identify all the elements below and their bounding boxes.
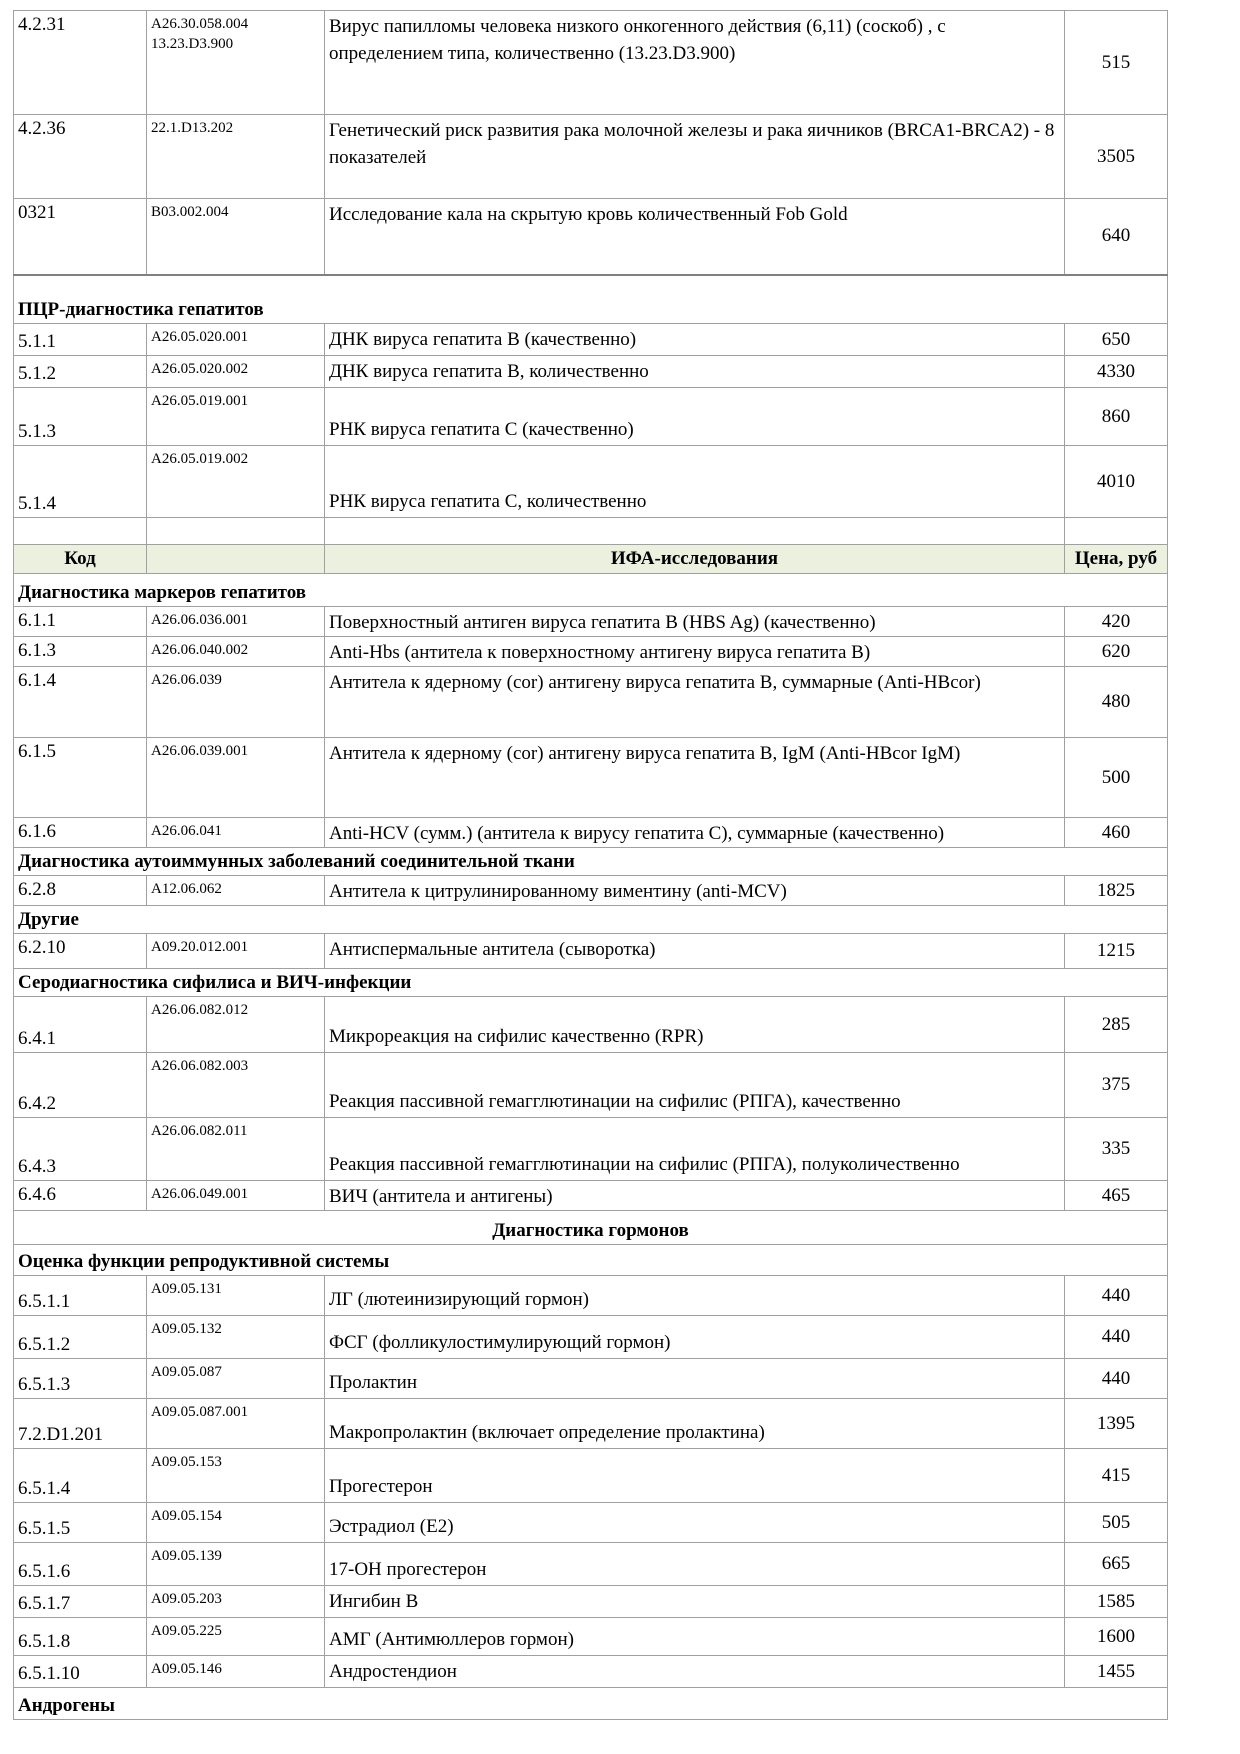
table-row: [14, 388, 1168, 446]
service-code: 6.5.1.10: [14, 1656, 147, 1688]
section-heading: Андрогены: [14, 1688, 1168, 1720]
table-row: [14, 876, 1168, 906]
table-row: [14, 1399, 1168, 1449]
nomenclature-code: A09.05.225: [147, 1618, 325, 1656]
service-code: 6.4.3: [14, 1118, 147, 1181]
price: 505: [1065, 1503, 1168, 1543]
nomenclature-code: A09.05.132: [147, 1316, 325, 1359]
service-name: 17-ОН прогестерон: [325, 1543, 1065, 1586]
nomenclature-code: A12.06.062: [147, 876, 325, 906]
service-name: Пролактин: [325, 1359, 1065, 1399]
price: 1585: [1065, 1586, 1168, 1618]
table-row: [14, 1359, 1168, 1399]
service-name: ЛГ (лютеинизирующий гормон): [325, 1276, 1065, 1316]
section-heading-row: [14, 906, 1168, 934]
price: 375: [1065, 1053, 1168, 1118]
section-heading: Диагностика аутоиммунных заболеваний соединительной ткани: [14, 848, 1168, 876]
nomenclature-code: A26.06.039: [147, 667, 325, 738]
table-row: [14, 324, 1168, 356]
table-row: [14, 738, 1168, 818]
price: 1215: [1065, 934, 1168, 969]
price: 1395: [1065, 1399, 1168, 1449]
header-title: ИФА-исследования: [325, 545, 1065, 574]
service-name: Поверхностный антиген вируса гепатита В (HBS Ag) (качественно): [325, 607, 1065, 637]
price: 665: [1065, 1543, 1168, 1586]
nomenclature-code: A26.06.082.011: [147, 1118, 325, 1181]
service-name: ДНК вируса гепатита В, количественно: [325, 356, 1065, 388]
service-code: 6.1.6: [14, 818, 147, 848]
section-heading: Серодиагностика сифилиса и ВИЧ-инфекции: [14, 969, 1168, 997]
service-code: 5.1.4: [14, 446, 147, 518]
nomenclature-code: A09.05.087: [147, 1359, 325, 1399]
section-heading: Другие: [14, 906, 1168, 934]
service-code: 6.5.1.1: [14, 1276, 147, 1316]
service-name: Генетический риск развития рака молочной железы и рака яичников (BRCA1-BRCA2) - 8 показателей: [325, 115, 1065, 199]
table-row: [14, 1618, 1168, 1656]
price: 440: [1065, 1316, 1168, 1359]
section-heading-row: [14, 275, 1168, 324]
service-code: 6.1.5: [14, 738, 147, 818]
service-name: Эстрадиол (Е2): [325, 1503, 1065, 1543]
price: 285: [1065, 997, 1168, 1053]
nomenclature-code: A26.06.040.002: [147, 637, 325, 667]
service-name: Anti-Hbs (антитела к поверхностному антигену вируса гепатита В): [325, 637, 1065, 667]
section-heading-row: [14, 1211, 1168, 1245]
table-row: [14, 818, 1168, 848]
nomenclature-code: A26.06.049.001: [147, 1181, 325, 1211]
service-code: 5.1.3: [14, 388, 147, 446]
table-row: [14, 997, 1168, 1053]
service-name: Антитела к ядерному (cor) антигену вируса гепатита В, IgM (Anti-HBcor IgM): [325, 738, 1065, 818]
table-row: [14, 637, 1168, 667]
service-name: РНК вируса гепатита С, количественно: [325, 446, 1065, 518]
nomenclature-code: A26.05.020.001: [147, 324, 325, 356]
price-list-body: [14, 11, 1168, 1720]
price-list-table: [13, 10, 1168, 1720]
table-row: [14, 934, 1168, 969]
price: 860: [1065, 388, 1168, 446]
price: 1455: [1065, 1656, 1168, 1688]
table-row: [14, 1503, 1168, 1543]
section-heading-row: [14, 1245, 1168, 1276]
service-code: 7.2.D1.201: [14, 1399, 147, 1449]
nomenclature-code: A09.05.153: [147, 1449, 325, 1503]
price: 1825: [1065, 876, 1168, 906]
service-code: 6.5.1.2: [14, 1316, 147, 1359]
price: 4330: [1065, 356, 1168, 388]
section-heading-row: [14, 969, 1168, 997]
table-row: [14, 446, 1168, 518]
nomenclature-code: 22.1.D13.202: [147, 115, 325, 199]
price: 465: [1065, 1181, 1168, 1211]
price: 1600: [1065, 1618, 1168, 1656]
section-heading: Оценка функции репродуктивной системы: [14, 1245, 1168, 1276]
table-row: [14, 356, 1168, 388]
table-row: [14, 1656, 1168, 1688]
service-code: 6.4.6: [14, 1181, 147, 1211]
nomenclature-code: A09.05.139: [147, 1543, 325, 1586]
header-code: Код: [14, 545, 147, 574]
table-row: [14, 1586, 1168, 1618]
nomenclature-code: A09.05.146: [147, 1656, 325, 1688]
service-name: Anti-HCV (сумм.) (антитела к вирусу гепатита С), суммарные (качественно): [325, 818, 1065, 848]
header-price: Цена, руб: [1065, 545, 1168, 574]
service-code: 6.5.1.8: [14, 1618, 147, 1656]
service-code: 6.1.4: [14, 667, 147, 738]
service-code: 4.2.31: [14, 11, 147, 115]
header-empty: [147, 545, 325, 574]
service-name: Антитела к ядерному (cor) антигену вируса гепатита В, суммарные (Anti-HBcor): [325, 667, 1065, 738]
service-name: Исследование кала на скрытую кровь количественный Fob Gold: [325, 199, 1065, 275]
service-code: 6.1.1: [14, 607, 147, 637]
price: 440: [1065, 1359, 1168, 1399]
nomenclature-code: A26.06.039.001: [147, 738, 325, 818]
price: 620: [1065, 637, 1168, 667]
service-code: 4.2.36: [14, 115, 147, 199]
table-row: [14, 11, 1168, 115]
service-name: Реакция пассивной гемагглютинации на сифилис (РПГА), полуколичественно: [325, 1118, 1065, 1181]
service-code: 6.2.10: [14, 934, 147, 969]
service-code: 6.5.1.7: [14, 1586, 147, 1618]
price: 415: [1065, 1449, 1168, 1503]
empty-cell: [147, 518, 325, 545]
empty-cell: [14, 518, 147, 545]
service-code: 6.2.8: [14, 876, 147, 906]
section-heading-row: [14, 574, 1168, 607]
service-code: 6.4.1: [14, 997, 147, 1053]
nomenclature-code: A26.06.041: [147, 818, 325, 848]
section-heading: Диагностика маркеров гепатитов: [14, 574, 1168, 607]
service-name: Реакция пассивной гемагглютинации на сифилис (РПГА), качественно: [325, 1053, 1065, 1118]
section-heading-row: [14, 848, 1168, 876]
service-name: Вирус папилломы человека низкого онкогенного действия (6,11) (соскоб) , с определением типа, количественно (13.23.D3.900): [325, 11, 1065, 115]
table-row: [14, 1053, 1168, 1118]
table-row: [14, 199, 1168, 275]
table-row: [14, 1118, 1168, 1181]
nomenclature-code: B03.002.004: [147, 199, 325, 275]
nomenclature-code: A26.06.082.003: [147, 1053, 325, 1118]
table-row: [14, 667, 1168, 738]
service-name: РНК вируса гепатита С (качественно): [325, 388, 1065, 446]
service-name: Ингибин В: [325, 1586, 1065, 1618]
nomenclature-code: A26.05.019.001: [147, 388, 325, 446]
price: 480: [1065, 667, 1168, 738]
service-code: 5.1.2: [14, 356, 147, 388]
service-name: ФСГ (фолликулостимулирующий гормон): [325, 1316, 1065, 1359]
service-name: ДНК вируса гепатита В (качественно): [325, 324, 1065, 356]
service-name: Прогестерон: [325, 1449, 1065, 1503]
nomenclature-code: A26.05.020.002: [147, 356, 325, 388]
price: 650: [1065, 324, 1168, 356]
price: 500: [1065, 738, 1168, 818]
service-name: Андростендион: [325, 1656, 1065, 1688]
nomenclature-code: A09.05.154: [147, 1503, 325, 1543]
nomenclature-code: A09.05.203: [147, 1586, 325, 1618]
service-code: 6.5.1.4: [14, 1449, 147, 1503]
price: 335: [1065, 1118, 1168, 1181]
service-code: 5.1.1: [14, 324, 147, 356]
service-code: 6.1.3: [14, 637, 147, 667]
nomenclature-code: A26.06.036.001: [147, 607, 325, 637]
price: 440: [1065, 1276, 1168, 1316]
nomenclature-code: A09.20.012.001: [147, 934, 325, 969]
nomenclature-code: A26.06.082.012: [147, 997, 325, 1053]
price: 640: [1065, 199, 1168, 275]
table-row: [14, 1543, 1168, 1586]
table-row: [14, 1181, 1168, 1211]
price: 4010: [1065, 446, 1168, 518]
section-heading: ПЦР-диагностика гепатитов: [14, 275, 1168, 324]
price: 515: [1065, 11, 1168, 115]
service-name: Антитела к цитрулинированному виментину (anti-MCV): [325, 876, 1065, 906]
nomenclature-code: A26.30.058.004 13.23.D3.900: [147, 11, 325, 115]
empty-cell: [325, 518, 1065, 545]
table-row: [14, 1316, 1168, 1359]
empty-cell: [1065, 518, 1168, 545]
service-code: 6.5.1.6: [14, 1543, 147, 1586]
nomenclature-code: A26.05.019.002: [147, 446, 325, 518]
nomenclature-code: A09.05.131: [147, 1276, 325, 1316]
service-name: Микрореакция на сифилис качественно (RPR): [325, 997, 1065, 1053]
price: 460: [1065, 818, 1168, 848]
table-row: [14, 607, 1168, 637]
service-code: 6.5.1.5: [14, 1503, 147, 1543]
price: 3505: [1065, 115, 1168, 199]
service-name: ВИЧ (антитела и антигены): [325, 1181, 1065, 1211]
table-row: [14, 115, 1168, 199]
price: 420: [1065, 607, 1168, 637]
table-row: [14, 1449, 1168, 1503]
service-code: 6.4.2: [14, 1053, 147, 1118]
service-code: 6.5.1.3: [14, 1359, 147, 1399]
service-name: Антиспермальные антитела (сыворотка): [325, 934, 1065, 969]
service-code: 0321: [14, 199, 147, 275]
nomenclature-code: A09.05.087.001: [147, 1399, 325, 1449]
service-name: Макропролактин (включает определение пролактина): [325, 1399, 1065, 1449]
column-header-row: [14, 545, 1168, 574]
table-row: [14, 1276, 1168, 1316]
spacer-row: [14, 518, 1168, 545]
section-heading: Диагностика гормонов: [14, 1211, 1168, 1245]
service-name: АМГ (Антимюллеров гормон): [325, 1618, 1065, 1656]
section-heading-row: [14, 1688, 1168, 1720]
